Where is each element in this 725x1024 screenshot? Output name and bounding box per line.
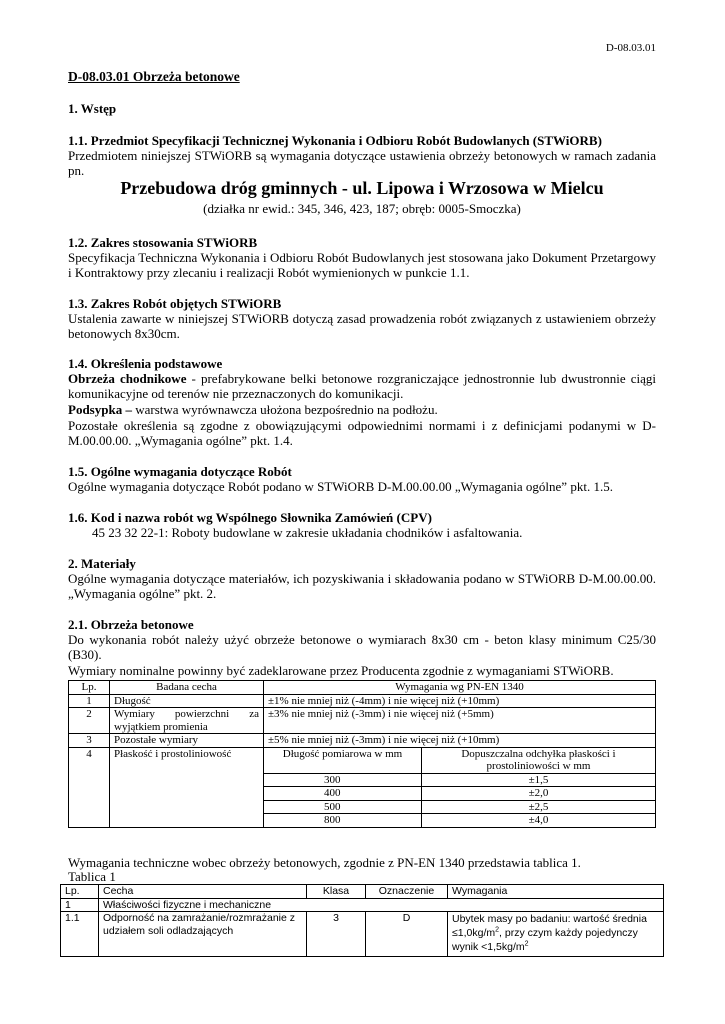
definition-obrzeza: - prefabrykowane belki betonowe rozgraniczające jednostronnie lub dwustronnie ciągi komunikacyjne od terenów nie przeznaczonych do komunikacji. bbox=[68, 371, 656, 401]
definition-podsypka: warstwa wyrównawcza ułożona bezpośrednio na podłożu. bbox=[131, 402, 438, 417]
section-1-6-text: 45 23 32 22-1: Roboty budowlane w zakresie układania chodników i asfaltowania. bbox=[92, 525, 523, 540]
section-1-3-text: Ustalenia zawarte w niniejszej STWiORB dotyczą zasad prowadzenia robót związanych z ustawieniem obrzeży betonowych 8x30cm. bbox=[68, 311, 656, 341]
table-row bbox=[61, 898, 664, 912]
section-1-1-heading: 1.1. Przedmiot Specyfikacji Technicznej Wykonania i Odbioru Robót Budowlanych (STWiORB) bbox=[68, 133, 602, 148]
table2-cell: 3 bbox=[307, 912, 366, 957]
section-1-2-text: Specyfikacja Techniczna Wykonania i Odbioru Robót Budowlanych jest stosowana jako Dokument Przetargowy i Kontraktowy przy zlecaniu i realizacji Robót wymienionych w punkcie 1.1. bbox=[68, 250, 656, 280]
table-row bbox=[69, 708, 656, 734]
requirement-text-1: Ubytek masy po badaniu: wartość średnia ≤1,0kg/m bbox=[452, 913, 647, 939]
table-row bbox=[61, 912, 664, 957]
section-1-heading: 1. Wstęp bbox=[68, 101, 117, 116]
project-title: Przebudowa dróg gminnych - ul. Lipowa i Wrzosowa w Mielcu bbox=[120, 178, 604, 198]
table2-requirement-cell bbox=[448, 912, 664, 957]
table1-cell: 800 bbox=[264, 814, 422, 828]
table1-cell: Długość bbox=[110, 694, 264, 708]
table-row bbox=[69, 734, 656, 748]
table1-cell: ±1,5 bbox=[422, 773, 656, 787]
tablica-intro: Wymagania techniczne wobec obrzeży betonowych, zgodnie z PN-EN 1340 przedstawia tablica 1. bbox=[68, 855, 581, 870]
header-code: D-08.03.01 bbox=[605, 42, 656, 54]
table1-subheader-deviation: Dopuszczalna odchyłka płaskości i prostoliniowości w mm bbox=[422, 747, 656, 773]
table-row bbox=[69, 694, 656, 708]
table1-cell: Płaskość i prostoliniowość bbox=[110, 747, 264, 827]
table1-header-lp: Lp. bbox=[69, 681, 110, 695]
dimensions-table bbox=[68, 680, 656, 828]
section-1-6-heading: 1.6. Kod i nazwa robót wg Wspólnego Słownika Zamówień (CPV) bbox=[68, 510, 432, 525]
table1-cell: ±2,5 bbox=[422, 800, 656, 814]
table1-cell: Pozostałe wymiary bbox=[110, 734, 264, 748]
table2-cell: D bbox=[366, 912, 448, 957]
section-2-1-text-1: Do wykonania robót należy użyć obrzeże betonowe o wymiarach 8x30 cm - beton klasy minimum C25/30 (B30). bbox=[68, 632, 656, 662]
project-subtitle: (działka nr ewid.: 345, 346, 423, 187; obręb: 0005-Smoczka) bbox=[203, 201, 521, 216]
table1-cell: ±4,0 bbox=[422, 814, 656, 828]
table1-cell: 4 bbox=[69, 747, 110, 827]
section-1-4-text: Pozostałe określenia są zgodne z obowiązującymi odpowiednimi normami i z definicjami podanymi w D-M.00.00.00. „Wymagania ogólne” pkt. 1.4. bbox=[68, 418, 656, 448]
table1-cell: ±3% nie mniej niż (-3mm) i nie więcej niż (+5mm) bbox=[264, 708, 656, 734]
table1-cell: 2 bbox=[69, 708, 110, 734]
table2-cell: Właściwości fizyczne i mechaniczne bbox=[99, 898, 664, 912]
requirement-text-2: , przy czym każdy pojedynczy wynik <1,5kg/m bbox=[452, 927, 638, 953]
section-1-5-text: Ogólne wymagania dotyczące Robót podano w STWiORB D-M.00.00.00 „Wymagania ogólne” pkt. 1.5. bbox=[68, 479, 613, 494]
technical-requirements-table bbox=[60, 884, 664, 957]
table1-cell: ±2,0 bbox=[422, 787, 656, 801]
document-title: D-08.03.01 Obrzeża betonowe bbox=[68, 69, 240, 84]
table1-cell: 400 bbox=[264, 787, 422, 801]
section-1-4-heading: 1.4. Określenia podstawowe bbox=[68, 356, 223, 371]
table1-cell: ±1% nie mniej niż (-4mm) i nie więcej niż (+10mm) bbox=[264, 694, 656, 708]
table2-header-lp: Lp. bbox=[61, 885, 99, 899]
section-1-4-definition-1 bbox=[68, 371, 656, 401]
table2-header-cecha: Cecha bbox=[99, 885, 307, 899]
table2-cell: 1.1 bbox=[61, 912, 99, 957]
superscript: 2 bbox=[495, 926, 500, 934]
table1-cell: 3 bbox=[69, 734, 110, 748]
table2-cell: 1 bbox=[61, 898, 99, 912]
table1-header-wymagania: Wymagania wg PN-EN 1340 bbox=[264, 681, 656, 695]
table-row bbox=[69, 747, 656, 773]
term-podsypka: Podsypka – bbox=[68, 402, 132, 417]
table1-cell: ±5% nie mniej niż (-3mm) i nie więcej niż (+10mm) bbox=[264, 734, 656, 748]
section-2-heading: 2. Materiały bbox=[68, 556, 136, 571]
table1-cell: Wymiary powierzchni za wyjątkiem promienia bbox=[110, 708, 264, 734]
table2-header-oznaczenie: Oznaczenie bbox=[366, 885, 448, 899]
table1-cell: 500 bbox=[264, 800, 422, 814]
section-1-2-heading: 1.2. Zakres stosowania STWiORB bbox=[68, 235, 258, 250]
table1-header-cecha: Badana cecha bbox=[110, 681, 264, 695]
table1-cell: 1 bbox=[69, 694, 110, 708]
table1-subheader-length: Długość pomiarowa w mm bbox=[264, 747, 422, 773]
table2-cell: Odporność na zamrażanie/rozmrażanie z udziałem soli odladzających bbox=[99, 912, 307, 957]
table2-header-wymagania: Wymagania bbox=[448, 885, 664, 899]
section-1-3-heading: 1.3. Zakres Robót objętych STWiORB bbox=[68, 296, 282, 311]
table2-header-klasa: Klasa bbox=[307, 885, 366, 899]
section-1-5-heading: 1.5. Ogólne wymagania dotyczące Robót bbox=[68, 464, 292, 479]
table1-cell: 300 bbox=[264, 773, 422, 787]
section-1-4-definition-2 bbox=[68, 402, 656, 417]
term-obrzeza: Obrzeża chodnikowe bbox=[68, 371, 187, 386]
superscript: 2 bbox=[524, 940, 529, 948]
section-2-1-text-2: Wymiary nominalne powinny być zadeklarowane przez Producenta zgodnie z wymaganiami STWiORB. bbox=[68, 663, 614, 678]
section-2-text: Ogólne wymagania dotyczące materiałów, ich pozyskiwania i składowania podano w STWiORB D-M.00.00.00. „Wymagania ogólne” pkt. 2. bbox=[68, 571, 656, 601]
tablica-label: Tablica 1 bbox=[68, 869, 116, 884]
section-1-1-text: Przedmiotem niniejszej STWiORB są wymagania dotyczące ustawienia obrzeży betonowych w ramach zadania pn. bbox=[68, 148, 656, 178]
section-2-1-heading: 2.1. Obrzeża betonowe bbox=[68, 617, 194, 632]
